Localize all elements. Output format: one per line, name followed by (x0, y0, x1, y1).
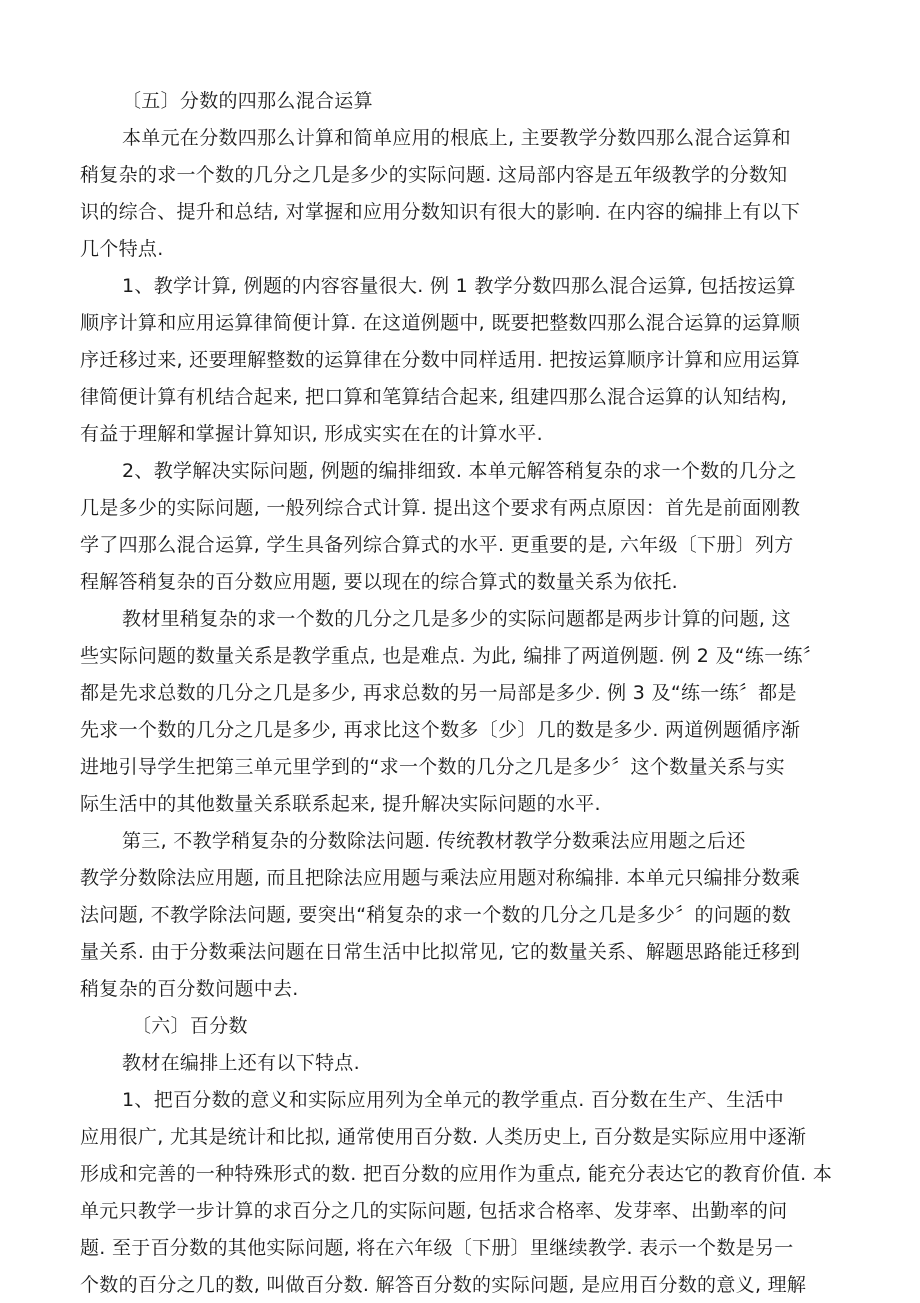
paragraph-line: 本单元在分数四那么计算和简单应用的根底上, 主要教学分数四那么混合运算和 (122, 127, 791, 149)
paragraph-line: 些实际问题的数量关系是教学重点, 也是难点. 为此, 编排了两道例题. 例 2 及“练一练〞 (80, 645, 823, 667)
paragraph-line: 1、教学计算, 例题的内容容量很大. 例 1 教学分数四那么混合运算, 包括按运算 (122, 275, 796, 297)
paragraph-line: 稍复杂的百分数问题中去. (80, 978, 299, 1000)
paragraph-line: 进地引导学生把第三单元里学到的“求一个数的几分之几是多少〞这个数量关系与实 (80, 756, 785, 778)
paragraph-line: 际生活中的其他数量关系联系起来, 提升解决实际问题的水平. (80, 793, 601, 815)
paragraph-line: 顺序计算和应用运算律简便计算. 在这道例题中, 既要把整数四那么混合运算的运算顺 (80, 312, 801, 334)
paragraph-line: 教材在编排上还有以下特点. (122, 1052, 360, 1074)
paragraph-line: 先求一个数的几分之几是多少, 再求比这个数多〔少〕几的数是多少. 两道例题循序渐 (80, 719, 801, 741)
paragraph-line: 都是先求总数的几分之几是多少, 再求总数的另一局部是多少. 例 3 及“练一练〞都是 (80, 682, 797, 704)
paragraph-line: 形成和完善的一种特殊形式的数. 把百分数的应用作为重点, 能充分表达它的教育价值. 本 (80, 1163, 833, 1185)
paragraph-line: 应用很广, 尤其是统计和比拟, 通常使用百分数. 人类历史上, 百分数是实际应用中逐渐 (80, 1126, 807, 1148)
paragraph-line: 稍复杂的求一个数的几分之几是多少的实际问题. 这局部内容是五年级教学的分数知 (80, 164, 788, 186)
paragraph-line: 2、教学解决实际问题, 例题的编排细致. 本单元解答稍复杂的求一个数的几分之 (122, 460, 797, 482)
paragraph-line: 律简便计算有机结合起来, 把口算和笔算结合起来, 组建四那么混合运算的认知结构, (80, 386, 788, 408)
paragraph-line: 个数的百分之几的数, 叫做百分数. 解答百分数的实际问题, 是应用百分数的意义, 理解 (80, 1274, 807, 1296)
section-heading-5: 〔五〕分数的四那么混合运算 (122, 90, 373, 112)
paragraph-line: 第三, 不教学稍复杂的分数除法问题. 传统教材教学分数乘法应用题之后还 (122, 830, 746, 852)
paragraph-line: 识的综合、提升和总结, 对掌握和应用分数知识有很大的影响. 在内容的编排上有以下 (80, 201, 801, 223)
paragraph-line: 序迁移过来, 还要理解整数的运算律在分数中同样适用. 把按运算顺序计算和应用运算 (80, 349, 801, 371)
section-heading-6: 〔六〕百分数 (132, 1015, 248, 1037)
paragraph-line: 程解答稍复杂的百分数应用题, 要以现在的综合算式的数量关系为依托. (80, 571, 679, 593)
paragraph-line: 教材里稍复杂的求一个数的几分之几是多少的实际问题都是两步计算的问题, 这 (122, 608, 791, 630)
paragraph-line: 教学分数除法应用题, 而且把除法应用题与乘法应用题对称编排. 本单元只编排分数乘 (80, 867, 801, 889)
paragraph-line: 1、把百分数的意义和实际应用列为全单元的教学重点. 百分数在生产、生活中 (122, 1089, 784, 1111)
paragraph-line: 有益于理解和掌握计算知识, 形成实实在在的计算水平. (80, 423, 543, 445)
paragraph-line: 单元只教学一步计算的求百分之几的实际问题, 包括求合格率、发芽率、出勤率的问 (80, 1200, 788, 1222)
paragraph-line: 法问题, 不教学除法问题, 要突出“稍复杂的求一个数的几分之几是多少〞的问题的数 (80, 904, 792, 926)
paragraph-line: 学了四那么混合运算, 学生具备列综合算式的水平. 更重要的是, 六年级〔下册〕列方 (80, 534, 794, 556)
paragraph-line: 几个特点. (80, 238, 164, 260)
paragraph-line: 题. 至于百分数的其他实际问题, 将在六年级〔下册〕里继续教学. 表示一个数是另一 (80, 1237, 794, 1259)
paragraph-line: 几是多少的实际问题, 一般列综合式计算. 提出这个要求有两点原因：首先是前面刚教 (80, 497, 801, 519)
paragraph-line: 量关系. 由于分数乘法问题在日常生活中比拟常见, 它的数量关系、解题思路能迁移到 (80, 941, 801, 963)
